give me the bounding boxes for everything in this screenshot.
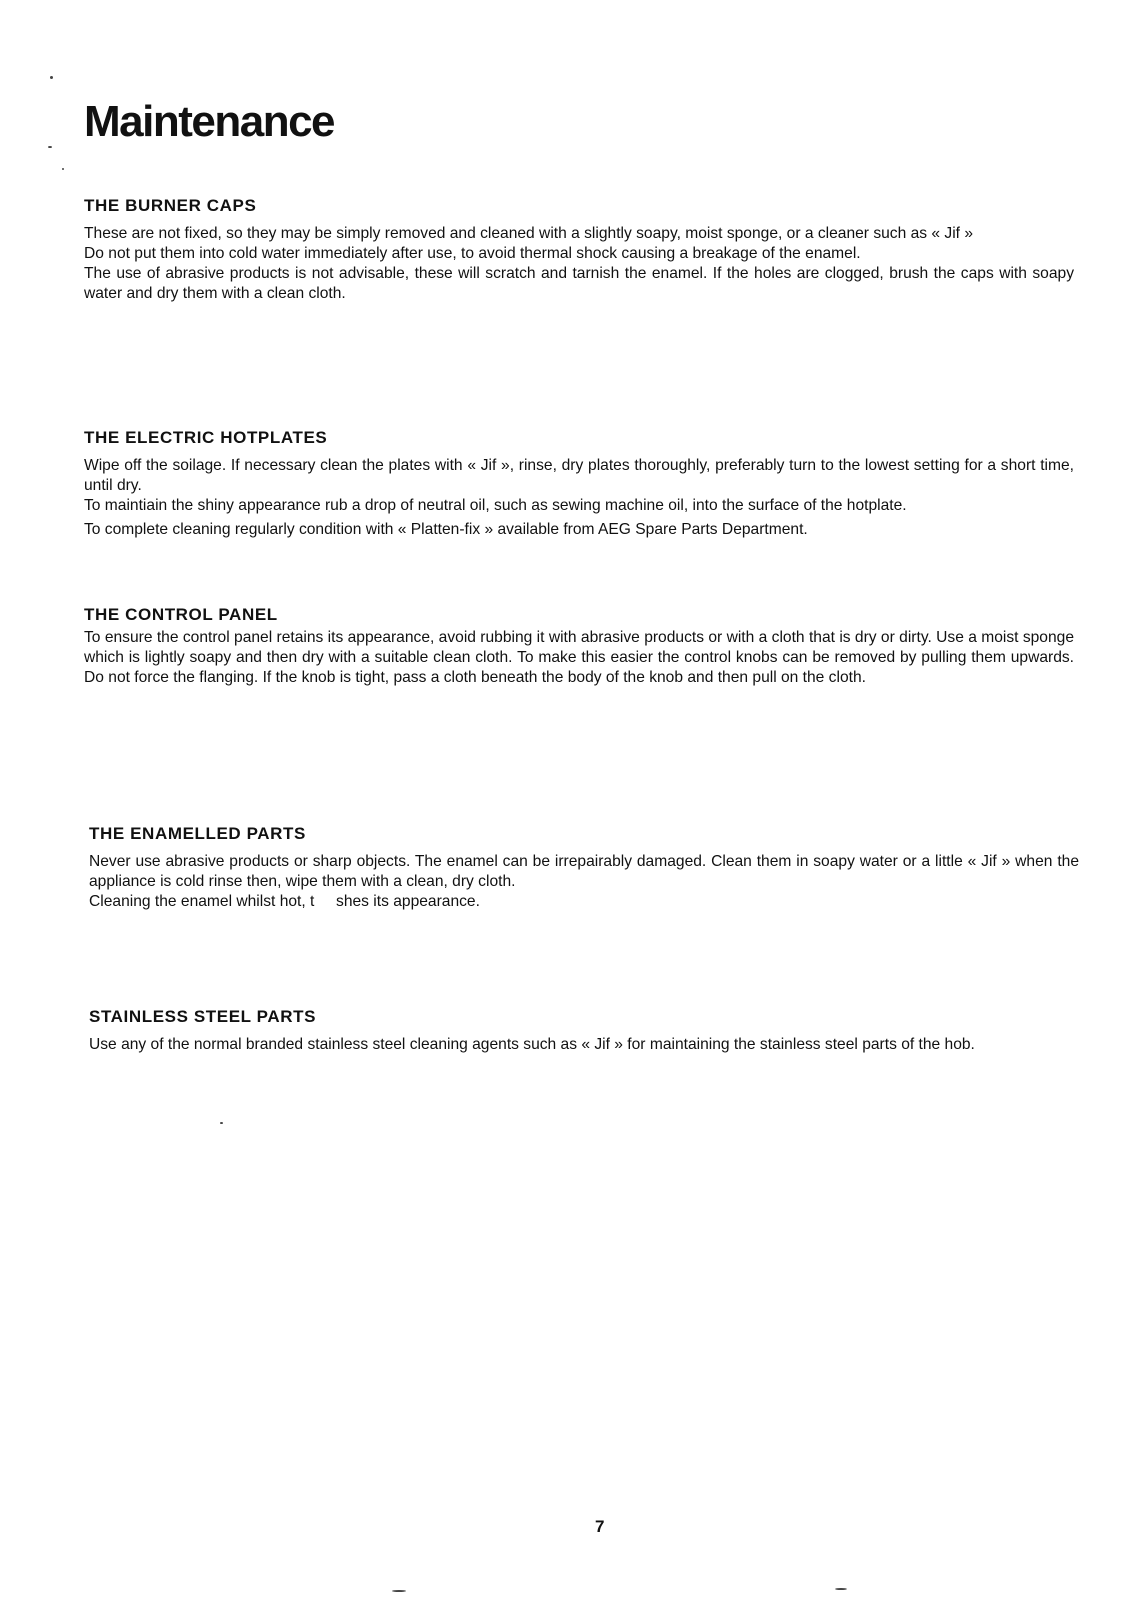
section-heading: THE ELECTRIC HOTPLATES xyxy=(84,428,328,447)
section-paragraph: The use of abrasive products is not advisable, these will scratch and tarnish the enamel. If the holes are clogged, brush the caps with soapy water and dry them with a clean cloth. xyxy=(84,265,1074,302)
section-heading: THE CONTROL PANEL xyxy=(84,605,278,624)
page-title: Maintenance xyxy=(84,97,335,146)
section-paragraph: To complete cleaning regularly condition with « Platten-fix » available from AEG Spare Parts Department. xyxy=(84,521,808,538)
section-heading: THE BURNER CAPS xyxy=(84,196,257,215)
section-paragraph: These are not fixed, so they may be simply removed and cleaned with a slightly soapy, moist sponge, or a cleaner such as « Jif » xyxy=(84,225,974,242)
section-control-panel xyxy=(84,604,1074,688)
section-stainless-steel-parts xyxy=(89,1006,1079,1055)
scan-speck xyxy=(62,168,64,170)
section-paragraph: To ensure the control panel retains its appearance, avoid rubbing it with abrasive products or with a cloth that is dry or dirty. Use a moist sponge which is lightly soapy and then dry with a suitable clean cloth. To make this easier the control knobs can be removed by pulling them upwards. Do not force the flanging. If the knob is tight, pass a cloth beneath the body of the knob and then pull on the cloth. xyxy=(84,629,1074,686)
section-enamelled-parts xyxy=(89,823,1079,912)
scan-speck xyxy=(392,1590,406,1592)
section-heading: STAINLESS STEEL PARTS xyxy=(89,1007,317,1026)
section-burner-caps xyxy=(84,195,1074,304)
scan-speck xyxy=(48,146,52,148)
scan-speck xyxy=(220,1122,223,1124)
section-paragraph: Never use abrasive products or sharp objects. The enamel can be irrepairably damaged. Clean them in soapy water or a little « Jif » when the appliance is cold rinse then, wipe them with a clean, dry cloth. xyxy=(89,853,1079,890)
section-heading: THE ENAMELLED PARTS xyxy=(89,824,306,843)
section-paragraph: Wipe off the soilage. If necessary clean the plates with « Jif », rinse, dry plates thoroughly, preferably turn to the lowest setting for a short time, until dry. xyxy=(84,457,1074,494)
scan-speck xyxy=(50,76,53,79)
section-paragraph: Cleaning the enamel whilst hot, t shes its appearance. xyxy=(89,893,480,910)
scan-speck xyxy=(835,1588,847,1590)
section-paragraph: Do not put them into cold water immediately after use, to avoid thermal shock causing a breakage of the enamel. xyxy=(84,245,861,262)
section-paragraph: Use any of the normal branded stainless steel cleaning agents such as « Jif » for maintaining the stainless steel parts of the hob. xyxy=(89,1036,975,1053)
section-electric-hotplates xyxy=(84,427,1074,540)
section-paragraph: To maintiain the shiny appearance rub a drop of neutral oil, such as sewing machine oil, into the surface of the hotplate. xyxy=(84,497,907,514)
page-number: 7 xyxy=(595,1517,605,1536)
